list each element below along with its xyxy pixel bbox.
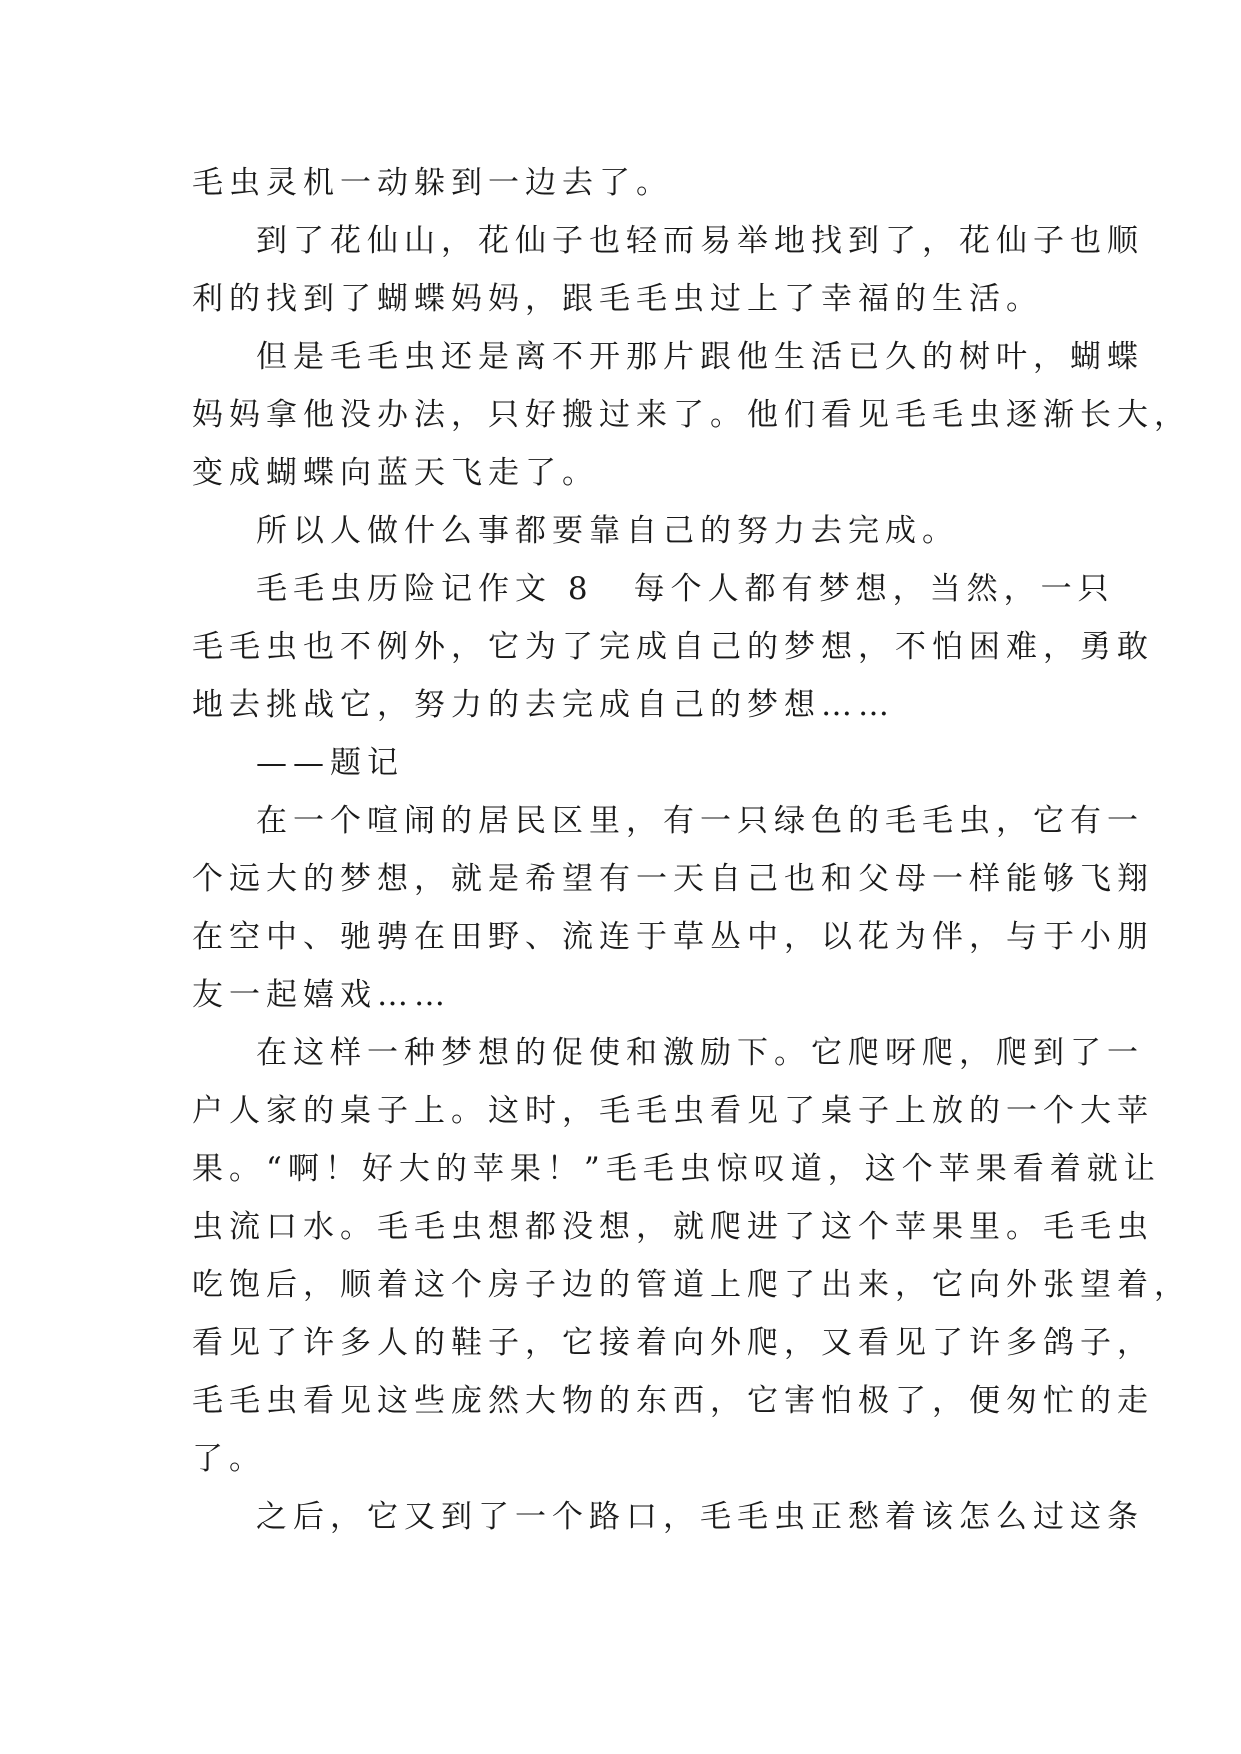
text-line: 户人家的桌子上。这时，毛毛虫看见了桌子上放的一个大苹 [192,1093,1154,1129]
essay-title: 毛毛虫历险记作文 8 [256,571,594,607]
text-line: 毛毛虫看见这些庞然大物的东西，它害怕极了，便匆忙的走 [192,1383,1154,1419]
text-line: 所以人做什么事都要靠自己的努力去完成。 [256,513,959,549]
text-line: 变成蝴蝶向蓝天飞走了。 [192,455,599,491]
text-line: 在这样一种梦想的促使和激励下。它爬呀爬，爬到了一 [256,1035,1144,1071]
text-line: 吃饱后，顺着这个房子边的管道上爬了出来，它向外张望着， [192,1267,1191,1303]
text-line: 果。“啊！好大的苹果！”毛毛虫惊叹道，这个苹果看着就让 [192,1151,1161,1187]
essay-first-sentence: 每个人都有梦想，当然，一只 [633,571,1115,607]
text-line: 看见了许多人的鞋子，它接着向外爬，又看见了许多鸽子， [192,1325,1154,1361]
text-line: 友一起嬉戏…… [192,977,451,1013]
text-line: 虫流口水。毛毛虫想都没想，就爬进了这个苹果里。毛毛虫 [192,1209,1154,1245]
epigraph-attribution: ——题记 [256,745,404,781]
essay-text [192,154,1191,1546]
text-line: 个远大的梦想，就是希望有一天自己也和父母一样能够飞翔 [192,861,1154,897]
text-line: 在一个喧闹的居民区里，有一只绿色的毛毛虫，它有一 [256,803,1144,839]
text-line: 到了花仙山，花仙子也轻而易举地找到了，花仙子也顺 [256,223,1144,259]
text-line: 之后，它又到了一个路口，毛毛虫正愁着该怎么过这条 [256,1499,1144,1535]
essay-heading-line [192,560,1115,618]
text-line: 妈妈拿他没办法，只好搬过来了。他们看见毛毛虫逐渐长大， [192,397,1191,433]
text-line: 毛虫灵机一动躲到一边去了。 [192,165,673,201]
text-line: 地去挑战它，努力的去完成自己的梦想…… [192,687,895,723]
text-line: 在空中、驰骋在田野、流连于草丛中，以花为伴，与于小朋 [192,919,1154,955]
text-line: 毛毛虫也不例外，它为了完成自己的梦想，不怕困难，勇敢 [192,629,1154,665]
text-line: 利的找到了蝴蝶妈妈，跟毛毛虫过上了幸福的生活。 [192,281,1043,317]
text-line: 但是毛毛虫还是离不开那片跟他生活已久的树叶，蝴蝶 [256,339,1144,375]
text-line: 了。 [192,1441,266,1477]
